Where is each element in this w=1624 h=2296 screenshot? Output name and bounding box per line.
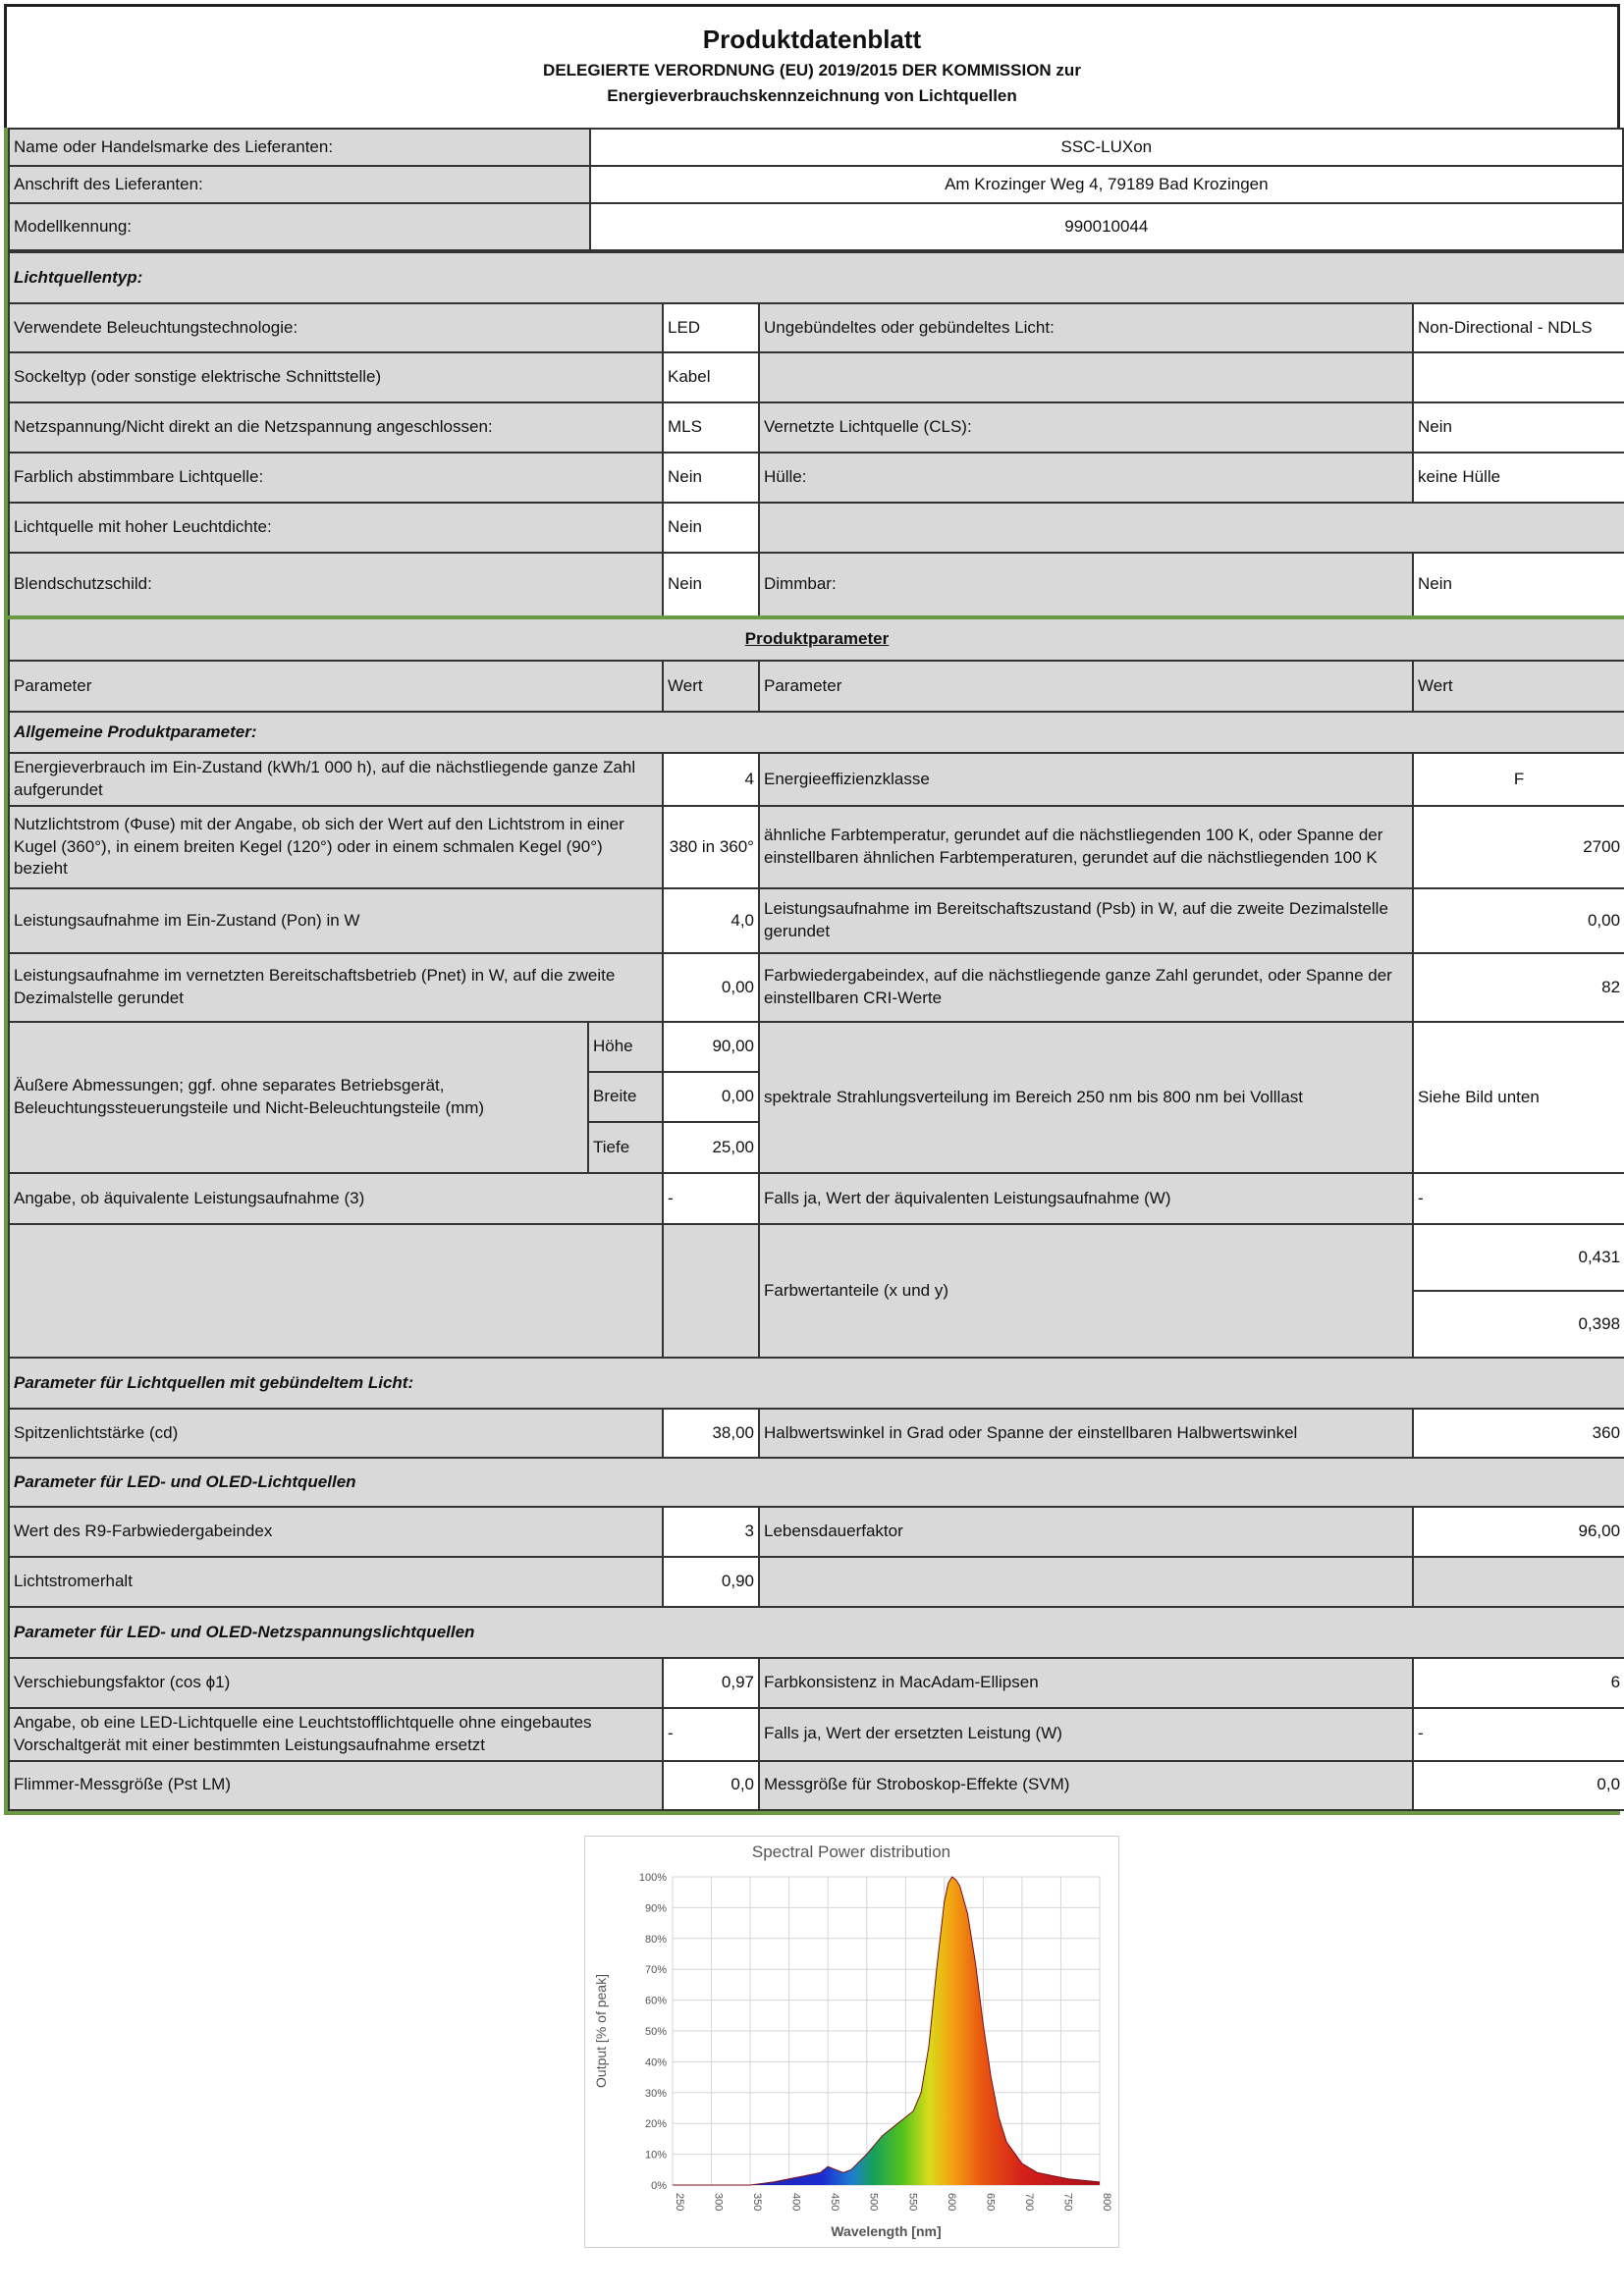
colour-consistency-label: Farbkonsistenz in MacAdam-Ellipsen [759,1658,1413,1708]
energy-class-value: F [1413,753,1624,806]
fluorescent-replacement-value: - [663,1708,759,1761]
column-header-parameter-2: Parameter [759,661,1413,712]
y-tick-label: 50% [644,2026,667,2038]
socket-filler [759,352,1413,402]
survival-factor-value: 96,00 [1413,1507,1624,1557]
chromaticity-subtable [1414,1225,1624,1357]
r9-label: Wert des R9-Farbwiedergabeindex [9,1507,663,1557]
replaced-power-value: - [1413,1708,1624,1761]
chart-title: Spectral Power distribution [751,1842,951,1861]
chromaticity-label: Farbwertanteile (x und y) [759,1224,1413,1358]
antiglare-label: Blendschutzschild: [9,553,663,617]
x-tick-label: 250 [674,2193,685,2212]
pnet-label: Leistungsaufnahme im vernetzten Bereitschaftsbetrieb (Pnet) in W, auf die zweite Dezimalstelle gerundet [9,953,663,1022]
table-row [9,1409,1624,1458]
table-row [9,806,1624,888]
pon-label: Leistungsaufnahme im Ein-Zustand (Pon) in W [9,888,663,953]
tunable-label: Farblich abstimmbare Lichtquelle: [9,453,663,503]
spectral-chart [584,1836,1119,2248]
y-axis-label: Output [% of peak] [593,1974,609,2088]
x-tick-label: 300 [712,2193,725,2212]
data-table [8,128,1624,251]
table-row [9,402,1624,453]
x-tick-label: 600 [945,2193,957,2212]
height-value: 90,00 [664,1023,758,1072]
column-header-parameter: Parameter [9,661,663,712]
chromaticity-values [1413,1224,1624,1358]
table-row [9,453,1624,503]
mains-label: Netzspannung/Nicht direkt an die Netzspannung angeschlossen: [9,402,663,453]
socket-filler-value [1413,352,1624,402]
peak-intensity-value: 38,00 [663,1409,759,1458]
dimmable-label: Dimmbar: [759,553,1413,617]
r9-value: 3 [663,1507,759,1557]
table-row [9,712,1624,753]
datasheet [4,4,1620,1815]
x-tick-label: 350 [751,2193,764,2212]
stroboscopic-value: 0,0 [1413,1761,1624,1810]
table-row [9,1458,1624,1507]
depth-label: Tiefe [588,1122,663,1172]
y-tick-label: 70% [644,1964,667,1977]
psb-value: 0,00 [1413,888,1624,953]
equivalent-power-w-label: Falls ja, Wert der äquivalenten Leistungsaufnahme (W) [759,1173,1413,1224]
table-row [9,303,1624,352]
high-luminance-value: Nein [663,503,759,553]
luminous-flux-value: 380 in 360° [663,806,759,888]
table-row [9,503,1624,553]
table-row [9,166,1623,203]
lumen-maintenance-filler [759,1557,1413,1607]
section-lightsource-type: Lichtquellentyp: [9,252,1624,303]
cct-label: ähnliche Farbtemperatur, gerundet auf die nächstliegenden 100 K, oder Spanne der einstellbaren ähnlichen Farbtemperaturen, gerundet auf die nächstliegenden 100 K [759,806,1413,888]
beam-angle-value: 360 [1413,1409,1624,1458]
high-luminance-label: Lichtquelle mit hoher Leuchtdichte: [9,503,663,553]
header [4,4,1620,128]
socket-value: Kabel [663,352,759,402]
antiglare-value: Nein [663,553,759,617]
x-tick-label: 550 [906,2193,919,2212]
x-tick-label: 400 [789,2193,802,2212]
fluorescent-replacement-label: Angabe, ob eine LED-Lichtquelle eine Leuchtstofflichtquelle ohne eingebautes Vorschaltgerät mit einer bestimmten Leistungsaufnahme ersetzt [9,1708,663,1761]
supplier-address-label: Anschrift des Lieferanten: [9,166,590,203]
high-luminance-filler [759,503,1624,553]
survival-factor-label: Lebensdauerfaktor [759,1507,1413,1557]
spectral-value: Siehe Bild unten [1413,1022,1624,1173]
directional-value: Non-Directional - NDLS [1413,303,1624,352]
y-tick-label: 100% [638,1872,667,1884]
table-row [9,252,1624,303]
table-row [9,1358,1624,1409]
dimensions-values [663,1022,759,1173]
table-row [9,1022,1624,1173]
pon-value: 4,0 [663,888,759,953]
supplier-name-label: Name oder Handelsmarke des Lieferanten: [9,129,590,166]
x-tick-label: 450 [829,2193,841,2212]
flicker-label: Flimmer-Messgröße (Pst LM) [9,1761,663,1810]
energy-class-label: Energieeffizienzklasse [759,753,1413,806]
colour-consistency-value: 6 [1413,1658,1624,1708]
envelope-label: Hülle: [759,453,1413,503]
dimensions-values-subtable [664,1023,758,1172]
table-row [9,888,1624,953]
table-row [9,617,1624,661]
beam-angle-label: Halbwertswinkel in Grad oder Spanne der einstellbaren Halbwertswinkel [759,1409,1413,1458]
socket-label: Sockeltyp (oder sonstige elektrische Schnittstelle) [9,352,663,402]
section-product-parameters: Produktparameter [9,617,1624,661]
directional-label: Ungebündeltes oder gebündeltes Licht: [759,303,1413,352]
energy-consumption-label: Energieverbrauch im Ein-Zustand (kWh/1 000 h), auf die nächstliegende ganze Zahl aufgerundet [9,753,663,806]
dimensions-label: Äußere Abmessungen; ggf. ohne separates Betriebsgerät, Beleuchtungssteuerungsteile und Nicht-Beleuchtungsteile (mm) [10,1023,588,1172]
spectral-label: spektrale Strahlungsverteilung im Bereich 250 nm bis 800 nm bei Volllast [759,1022,1413,1173]
peak-intensity-label: Spitzenlichtstärke (cd) [9,1409,663,1458]
displacement-factor-label: Verschiebungsfaktor (cos ϕ1) [9,1658,663,1708]
table-row [9,553,1624,617]
technology-label: Verwendete Beleuchtungstechnologie: [9,303,663,352]
column-header-value-2: Wert [1413,661,1624,712]
y-tick-label: 20% [644,2118,667,2131]
regulation-line: DELEGIERTE VERORDNUNG (EU) 2019/2015 DER KOMMISSION zur [543,61,1081,80]
width-value: 0,00 [664,1072,758,1122]
supplier-name-value: SSC-LUXon [590,129,1623,166]
spectral-chart-svg [584,1836,1119,2248]
dimensions-subtable [10,1023,663,1172]
data-table-frame [4,128,1620,1815]
regulation-topic: Energieverbrauchskennzeichnung von Lichtquellen [607,86,1017,105]
equivalent-power-label: Angabe, ob äquivalente Leistungsaufnahme (3) [9,1173,663,1224]
x-tick-label: 700 [1022,2193,1035,2212]
table-row [9,1607,1624,1658]
table-row [9,1761,1624,1810]
stroboscopic-label: Messgröße für Stroboskop-Effekte (SVM) [759,1761,1413,1810]
dimensions-cell [9,1022,663,1173]
chromaticity-filler [9,1224,663,1358]
table-row [9,1708,1624,1761]
equivalent-power-w-value: - [1413,1173,1624,1224]
cct-value: 2700 [1413,806,1624,888]
section-general-parameters: Allgemeine Produktparameter: [9,712,1624,753]
pnet-value: 0,00 [663,953,759,1022]
height-label: Höhe [588,1023,663,1072]
y-tick-label: 80% [644,1933,667,1946]
x-axis-label: Wavelength [nm] [831,2223,942,2239]
supplier-address-value: Am Krozinger Weg 4, 79189 Bad Krozingen [590,166,1623,203]
y-tick-label: 0% [651,2180,667,2192]
lightsource-table [8,251,1624,1811]
table-row [9,661,1624,712]
equivalent-power-value: - [663,1173,759,1224]
chromaticity-x-value: 0,431 [1414,1225,1624,1291]
depth-value: 25,00 [664,1122,758,1172]
technology-value: LED [663,303,759,352]
mains-value: MLS [663,402,759,453]
table-row [9,753,1624,806]
section-directional-parameters: Parameter für Lichtquellen mit gebündeltem Licht: [9,1358,1624,1409]
table-row [9,352,1624,402]
table-row [9,1173,1624,1224]
cls-value: Nein [1413,402,1624,453]
lumen-maintenance-value: 0,90 [663,1557,759,1607]
table-row [9,1224,1624,1358]
lumen-maintenance-filler-value [1413,1557,1624,1607]
x-tick-label: 500 [867,2193,880,2212]
table-row [9,1658,1624,1708]
flicker-value: 0,0 [663,1761,759,1810]
lumen-maintenance-label: Lichtstromerhalt [9,1557,663,1607]
cri-value: 82 [1413,953,1624,1022]
y-tick-label: 30% [644,2087,667,2100]
replaced-power-label: Falls ja, Wert der ersetzten Leistung (W) [759,1708,1413,1761]
envelope-value: keine Hülle [1413,453,1624,503]
chromaticity-y-value: 0,398 [1414,1291,1624,1357]
dimmable-value: Nein [1413,553,1624,617]
psb-label: Leistungsaufnahme im Bereitschaftszustand (Psb) in W, auf die zweite Dezimalstelle gerundet [759,888,1413,953]
chromaticity-filler-value [663,1224,759,1358]
energy-consumption-value: 4 [663,753,759,806]
table-row [9,953,1624,1022]
x-tick-label: 800 [1101,2193,1112,2212]
cls-label: Vernetzte Lichtquelle (CLS): [759,402,1413,453]
y-tick-label: 40% [644,2056,667,2069]
displacement-factor-value: 0,97 [663,1658,759,1708]
table-row [9,203,1623,250]
y-tick-label: 90% [644,1902,667,1915]
x-tick-label: 650 [984,2193,997,2212]
table-row [9,1507,1624,1557]
luminous-flux-label: Nutzlichtstrom (Φuse) mit der Angabe, ob sich der Wert auf den Lichtstrom in einer Kugel (360°), in einem breiten Kegel (120°) oder in einem schmalen Kegel (90°) bezieht [9,806,663,888]
y-tick-label: 60% [644,1995,667,2007]
column-header-value: Wert [663,661,759,712]
tunable-value: Nein [663,453,759,503]
section-led-parameters: Parameter für LED- und OLED-Lichtquellen [9,1458,1624,1507]
model-label: Modellkennung: [9,203,590,250]
width-label: Breite [588,1072,663,1122]
x-tick-label: 750 [1061,2193,1074,2212]
model-value: 990010044 [590,203,1623,250]
table-row [9,129,1623,166]
y-tick-label: 10% [644,2149,667,2162]
table-row [9,1557,1624,1607]
section-led-mains-parameters: Parameter für LED- und OLED-Netzspannungslichtquellen [9,1607,1624,1658]
page-title: Produktdatenblatt [702,25,922,54]
cri-label: Farbwiedergabeindex, auf die nächstliegende ganze Zahl gerundet, oder Spanne der einstellbaren CRI-Werte [759,953,1413,1022]
